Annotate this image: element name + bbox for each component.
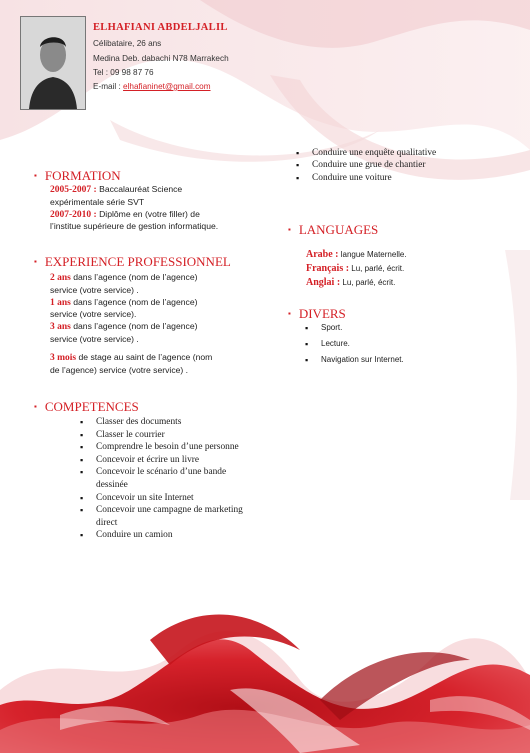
list-item: ▪ Conduire une enquête qualitative — [296, 147, 496, 159]
competences-list — [80, 416, 255, 542]
email-link[interactable]: elhafianinet@gmail.com — [123, 82, 211, 91]
language-item: Anglai : Lu, parlé, écrit. — [306, 277, 396, 288]
list-item: ▪ Conduire une grue de chantier — [296, 159, 496, 171]
experience-item: 3 mois de stage au saint de l’agence (nom — [50, 351, 213, 363]
list-item: ▪ Concevoir le scénario d’une bande dessinée — [80, 466, 255, 491]
section-bullet: ▪ — [34, 257, 37, 266]
list-item: ▪ Sport. — [305, 320, 485, 336]
list-item: ▪ Conduire une voiture — [296, 172, 496, 184]
profile-photo — [20, 16, 86, 110]
email-line — [93, 81, 211, 92]
divers-heading: ▪ DIVERS — [288, 306, 346, 321]
languages-heading: ▪ LANGUAGES — [288, 222, 379, 237]
list-item: ▪ Comprendre le besoin d’une personne — [80, 441, 255, 454]
experience-item: 1 ans dans l’agence (nom de l’agence) — [50, 296, 198, 308]
list-item: ▪ Classer des documents — [80, 416, 255, 429]
list-item: ▪ Classer le courrier — [80, 429, 255, 442]
list-item: ▪ Navigation sur Internet. — [305, 352, 485, 368]
formation-list — [50, 184, 280, 233]
experience-item-cont: service (votre service). — [50, 309, 137, 320]
experience-item-cont: service (votre service) . — [50, 284, 139, 295]
language-item: Français : Lu, parlé, écrit. — [306, 263, 405, 274]
status-line: Célibataire, 26 ans — [93, 39, 162, 48]
formation-item: 2007-2010 : Diplôme en (votre filler) de — [50, 208, 200, 220]
section-bullet: ▪ — [288, 309, 291, 318]
candidate-name: ELHAFIANI ABDELJALIL — [93, 22, 228, 33]
competences-continued-list — [296, 147, 496, 184]
address-line: Medina Deb. dabachi N78 Marrakech — [93, 54, 229, 63]
list-item: ▪ Concevoir une campagne de marketing direct — [80, 504, 255, 529]
experience-item: 3 ans dans l’agence (nom de l’agence) — [50, 321, 198, 333]
experience-item-cont: service (votre service) . — [50, 333, 139, 344]
formation-item-cont: expérimentale série SVT — [50, 196, 145, 207]
experience-list — [50, 272, 280, 376]
list-item: ▪ Conduire un camion — [80, 529, 255, 542]
language-item: Arabe : langue Maternelle. — [306, 249, 407, 260]
list-item: ▪ Concevoir un site Internet — [80, 492, 255, 505]
experience-item-cont: de l’agence) service (votre service) . — [50, 364, 189, 375]
phone-line: Tel : 09 98 87 76 — [93, 68, 154, 77]
section-bullet: ▪ — [34, 402, 37, 411]
list-item: ▪ Concevoir et écrire un livre — [80, 454, 255, 467]
section-bullet: ▪ — [288, 225, 291, 234]
formation-item-cont: l’institue supérieure de gestion informatique. — [50, 221, 219, 232]
email-label: E-mail : — [93, 82, 124, 91]
formation-heading: ▪ FORMATION — [34, 168, 121, 183]
formation-item: 2005-2007 : Baccalauréat Science — [50, 184, 183, 195]
experience-heading: ▪ EXPERIENCE PROFESSIONNEL — [34, 254, 231, 269]
languages-list — [306, 248, 506, 290]
competences-heading: ▪ COMPETENCES — [34, 399, 139, 414]
experience-item: 2 ans dans l’agence (nom de l’agence) — [50, 272, 198, 283]
section-bullet: ▪ — [34, 171, 37, 180]
person-icon — [21, 17, 85, 109]
list-item: ▪ Lecture. — [305, 336, 485, 352]
divers-list — [305, 320, 485, 368]
